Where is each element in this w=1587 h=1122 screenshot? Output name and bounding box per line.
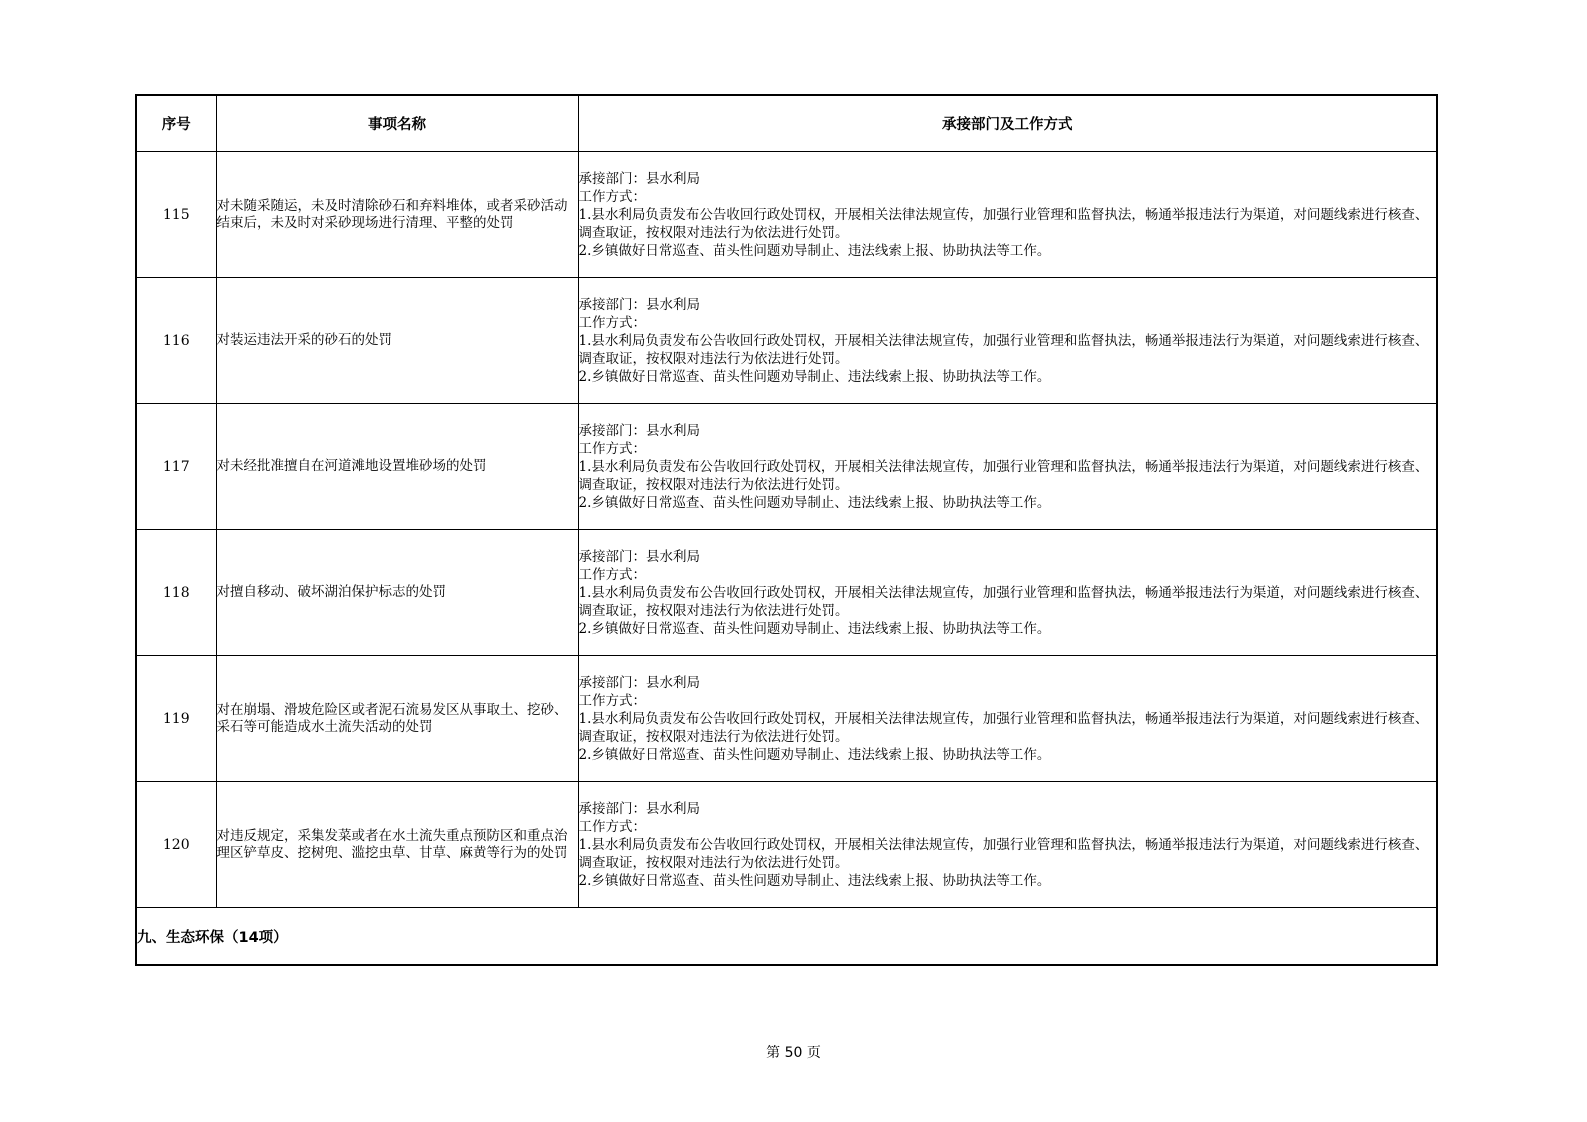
row-dept-method [578, 152, 1437, 278]
dept-line: 承接部门：县水利局 [578, 170, 700, 187]
section-row [136, 908, 1437, 966]
header-no: 序号 [136, 95, 216, 152]
table-row [136, 782, 1437, 908]
method-item-2: 2.乡镇做好日常巡查、苗头性问题劝导制止、违法线索上报、协助执法等工作。 [578, 368, 1051, 385]
row-number: 115 [136, 152, 216, 278]
table-header-row [136, 95, 1437, 152]
row-item-name: 对未经批准擅自在河道滩地设置堆砂场的处罚 [216, 404, 578, 530]
method-item-1: 1.县水利局负责发布公告收回行政处罚权，开展相关法律法规宣传，加强行业管理和监督执法，畅通举报违法行为渠道，对问题线索进行核查、调查取证，按权限对违法行为依法进行处罚。 [578, 710, 1429, 745]
row-number: 119 [136, 656, 216, 782]
dept-line: 承接部门：县水利局 [578, 800, 700, 817]
header-item: 事项名称 [216, 95, 578, 152]
table-row [136, 404, 1437, 530]
matters-table [135, 94, 1438, 966]
row-dept-method [578, 656, 1437, 782]
row-item-name: 对未随采随运，未及时清除砂石和弃料堆体，或者采砂活动结束后，未及时对采砂现场进行清理、平整的处罚 [216, 152, 578, 278]
row-dept-method [578, 782, 1437, 908]
dept-line: 承接部门：县水利局 [578, 422, 700, 439]
method-label: 工作方式： [578, 440, 646, 457]
method-item-1: 1.县水利局负责发布公告收回行政处罚权，开展相关法律法规宣传，加强行业管理和监督执法，畅通举报违法行为渠道，对问题线索进行核查、调查取证，按权限对违法行为依法进行处罚。 [578, 332, 1429, 367]
row-item-name: 对装运违法开采的砂石的处罚 [216, 278, 578, 404]
row-number: 118 [136, 530, 216, 656]
method-item-1: 1.县水利局负责发布公告收回行政处罚权，开展相关法律法规宣传，加强行业管理和监督执法，畅通举报违法行为渠道，对问题线索进行核查、调查取证，按权限对违法行为依法进行处罚。 [578, 206, 1429, 241]
section-heading: 九、生态环保（14项） [136, 908, 1437, 966]
method-item-2: 2.乡镇做好日常巡查、苗头性问题劝导制止、违法线索上报、协助执法等工作。 [578, 494, 1051, 511]
method-label: 工作方式： [578, 566, 646, 583]
dept-line: 承接部门：县水利局 [578, 548, 700, 565]
method-item-1: 1.县水利局负责发布公告收回行政处罚权，开展相关法律法规宣传，加强行业管理和监督执法，畅通举报违法行为渠道，对问题线索进行核查、调查取证，按权限对违法行为依法进行处罚。 [578, 584, 1429, 619]
method-item-2: 2.乡镇做好日常巡查、苗头性问题劝导制止、违法线索上报、协助执法等工作。 [578, 872, 1051, 889]
dept-line: 承接部门：县水利局 [578, 296, 700, 313]
row-item-name: 对擅自移动、破坏湖泊保护标志的处罚 [216, 530, 578, 656]
row-dept-method [578, 404, 1437, 530]
method-item-2: 2.乡镇做好日常巡查、苗头性问题劝导制止、违法线索上报、协助执法等工作。 [578, 242, 1051, 259]
row-number: 116 [136, 278, 216, 404]
header-dept: 承接部门及工作方式 [578, 95, 1437, 152]
table-row [136, 530, 1437, 656]
method-item-2: 2.乡镇做好日常巡查、苗头性问题劝导制止、违法线索上报、协助执法等工作。 [578, 620, 1051, 637]
method-label: 工作方式： [578, 692, 646, 709]
table-row [136, 656, 1437, 782]
method-label: 工作方式： [578, 314, 646, 331]
row-item-name: 对在崩塌、滑坡危险区或者泥石流易发区从事取土、挖砂、采石等可能造成水土流失活动的处罚 [216, 656, 578, 782]
table-row [136, 278, 1437, 404]
row-item-name: 对违反规定，采集发菜或者在水土流失重点预防区和重点治理区铲草皮、挖树兜、滥挖虫草、甘草、麻黄等行为的处罚 [216, 782, 578, 908]
method-label: 工作方式： [578, 188, 646, 205]
row-number: 117 [136, 404, 216, 530]
table-row [136, 152, 1437, 278]
row-dept-method [578, 530, 1437, 656]
method-label: 工作方式： [578, 818, 646, 835]
row-number: 120 [136, 782, 216, 908]
method-item-1: 1.县水利局负责发布公告收回行政处罚权，开展相关法律法规宣传，加强行业管理和监督执法，畅通举报违法行为渠道，对问题线索进行核查、调查取证，按权限对违法行为依法进行处罚。 [578, 458, 1429, 493]
dept-line: 承接部门：县水利局 [578, 674, 700, 691]
row-dept-method [578, 278, 1437, 404]
method-item-2: 2.乡镇做好日常巡查、苗头性问题劝导制止、违法线索上报、协助执法等工作。 [578, 746, 1051, 763]
method-item-1: 1.县水利局负责发布公告收回行政处罚权，开展相关法律法规宣传，加强行业管理和监督执法，畅通举报违法行为渠道，对问题线索进行核查、调查取证，按权限对违法行为依法进行处罚。 [578, 836, 1429, 871]
page-number: 第 50 页 [766, 1045, 821, 1061]
